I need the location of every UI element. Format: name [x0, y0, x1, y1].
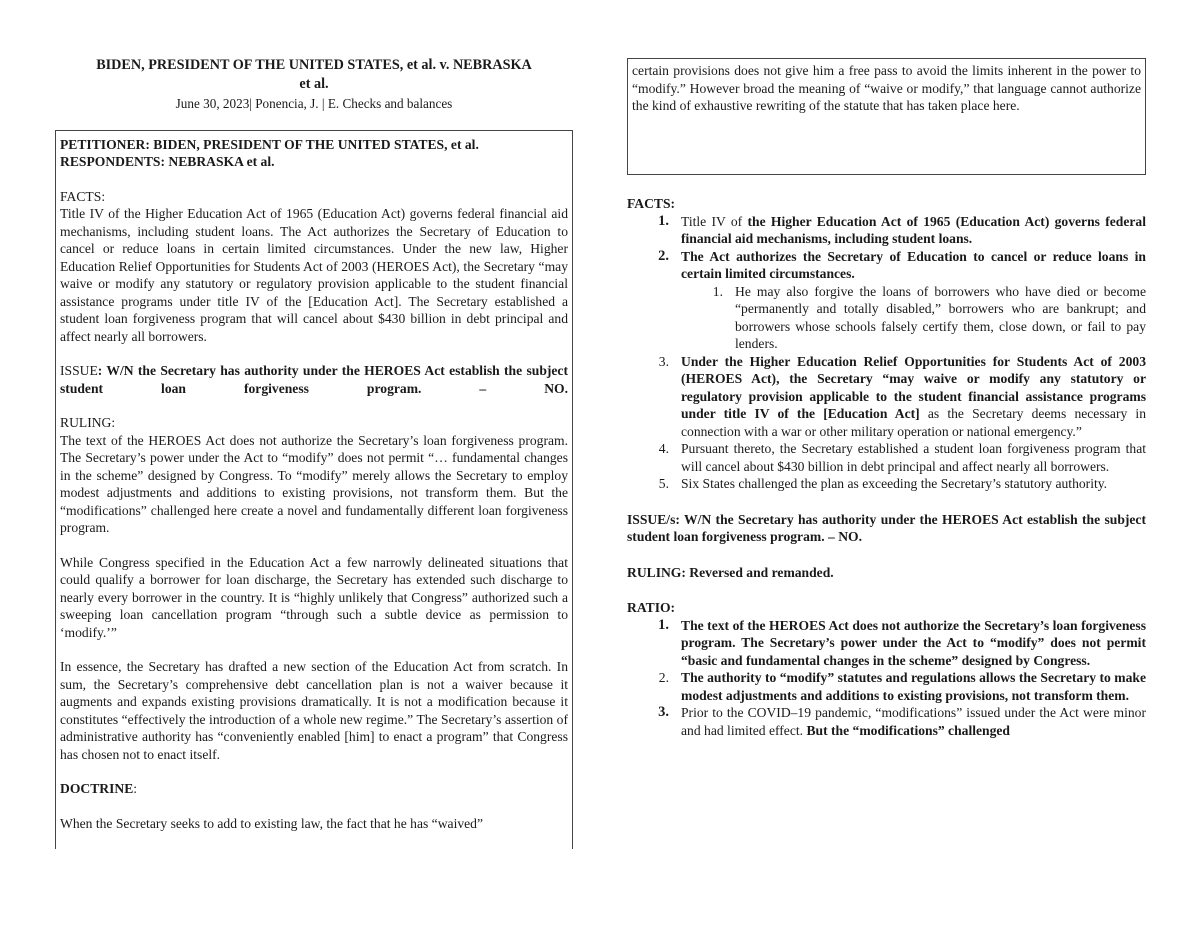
- ruling-paragraph-3: In essence, the Secretary has drafted a new section of the Education Act from scratch. In sum, the Secretary’s comprehensive debt cancellation plan is not a waiver because it augments and expands existing provisions dramatically. It is not a modification because it constitutes “effectively the introduction of a whole new regime.” The Secretary’s assertion of administrative authority has “conveniently enabled [him] to enact a program” that Congress has chosen not to enact itself.: [60, 659, 568, 762]
- issue-text: : W/N the Secretary has authority under the HEROES Act establish the subject student loan forgiveness program. – NO.: [60, 363, 568, 396]
- ratio-section: [627, 599, 1146, 739]
- case-title-line2: et al.: [299, 76, 329, 92]
- ruling-paragraph-1: The text of the HEROES Act does not authorize the Secretary’s loan forgiveness program. The Secretary’s power under the Act to “modify” does not permit “… fundamental changes in the scheme” designed by Congress. To “modify” merely allows the Secretary to employ modest adjustments and additions to existing provisions, not transform them. But the “modifications” challenged here create a novel and fundamentally different loan forgiveness program.: [60, 432, 568, 535]
- list-item: 3. Under the Higher Education Relief Opportunities for Students Act of 2003 (HEROES Act), the Secretary “may waive or modify any statutory or regulatory provision applicable to the student financial assistance programs under title IV of the [Education Act] as the Secretary deems necessary in connection with a war or other military operation or national emergency.”: [658, 353, 1147, 439]
- ruling-right: RULING: Reversed and remanded.: [627, 564, 834, 580]
- list-item: 1. He may also forgive the loans of borrowers who have died or become “permanently and totally disabled,” borrowers who are bankrupt; and borrowers whose schools falsely certify them, close down, or fail to pay lenders.: [712, 283, 1146, 351]
- list-item: 4. Pursuant thereto, the Secretary established a student loan forgiveness program that will cancel about $430 billion in debt principal and affect nearly all borrowers.: [658, 441, 1146, 474]
- petitioner-label: PETITIONER: [60, 136, 146, 152]
- digest-box: [55, 130, 573, 849]
- list-item: 3. Prior to the COVID–19 pandemic, “modifications” issued under the Act were minor and had limited effect. But the “modifications” challenged: [658, 704, 1146, 738]
- case-title: [55, 56, 573, 94]
- facts-sublist: [627, 283, 1146, 353]
- facts-text: Title IV of the Higher Education Act of 1965 (Education Act) governs federal financial aid mechanisms, including student loans. The Act authorizes the Secretary of Education to cancel or reduce loans in certain limited circumstances. Under the new law, Higher Education Relief Opportunities for Students Act of 2003 (HEROES Act), the Secretary “may waive or modify any statutory or regulatory provision applicable to the student financial assistance programs under title IV of the [Education Act]. The Secretary established a student loan forgiveness program that will cancel about $430 billion in debt principal and affect nearly all borrowers.: [60, 206, 568, 344]
- doctrine-continued-box: certain provisions does not give him a free pass to avoid the limits inherent in the power to “modify.” However broad the meaning of “waive or modify,” that language cannot authorize the kind of exhaustive rewriting of the statute that has taken place here.: [627, 58, 1146, 175]
- issue-label: ISSUE: [60, 363, 98, 378]
- case-subtitle: June 30, 2023| Ponencia, J. | E. Checks and balances: [175, 96, 453, 111]
- case-title-line1: BIDEN, PRESIDENT OF THE UNITED STATES, et al. v. NEBRASKA: [96, 57, 532, 73]
- respondents-label: RESPONDENTS: [60, 154, 161, 169]
- right-page: [627, 0, 1146, 739]
- ruling-heading: RULING:: [60, 415, 116, 430]
- issue-right: ISSUE/s: W/N the Secretary has authority under the HEROES Act establish the subject student loan forgiveness program. – NO.: [627, 511, 1146, 544]
- issue-line: [60, 362, 568, 397]
- facts-list-continued: [627, 353, 1146, 493]
- respondents-line: [60, 153, 568, 171]
- doctrine-heading: DOCTRINE:: [60, 781, 138, 796]
- list-item: 2. The authority to “modify” statutes and regulations allows the Secretary to make modest adjustments and additions to existing provisions, not transform them.: [658, 670, 1146, 703]
- list-item: 1. The text of the HEROES Act does not authorize the Secretary’s loan forgiveness program. The Secretary’s power under the Act to “modify” does not permit “basic and fundamental changes in the scheme” designed by Congress.: [658, 616, 1146, 668]
- left-page: [55, 0, 573, 849]
- list-item: 2. The Act authorizes the Secretary of Education to cancel or reduce loans in certain limited circumstances.: [658, 247, 1146, 281]
- petitioner-line: [60, 136, 568, 154]
- ratio-heading: RATIO:: [627, 600, 676, 615]
- facts-list: [627, 213, 1146, 283]
- petitioner-value: : BIDEN, PRESIDENT OF THE UNITED STATES, et al.: [145, 136, 479, 152]
- doctrine-text: When the Secretary seeks to add to existing law, the fact that he has “waived”: [60, 815, 484, 831]
- list-item: 5. Six States challenged the plan as exceeding the Secretary’s statutory authority.: [658, 476, 1108, 491]
- facts-heading: FACTS:: [60, 188, 106, 204]
- facts-section: [627, 195, 1146, 493]
- respondents-value: : NEBRASKA et al.: [160, 154, 275, 169]
- list-item: 1. Title IV of the Higher Education Act of 1965 (Education Act) governs federal financial aid mechanisms, including student loans.: [658, 212, 1146, 246]
- facts-heading-right: FACTS:: [627, 196, 676, 211]
- ratio-list: [627, 617, 1146, 740]
- ruling-paragraph-2: While Congress specified in the Education Act a few narrowly delineated situations that could qualify a borrower for loan discharge, the Secretary has extended such discharge to nearly every borrower in the country. It is “highly unlikely that Congress” authorized such a sweeping loan cancellation program “through such a subtle device as permission to ‘modify.’”: [60, 554, 568, 640]
